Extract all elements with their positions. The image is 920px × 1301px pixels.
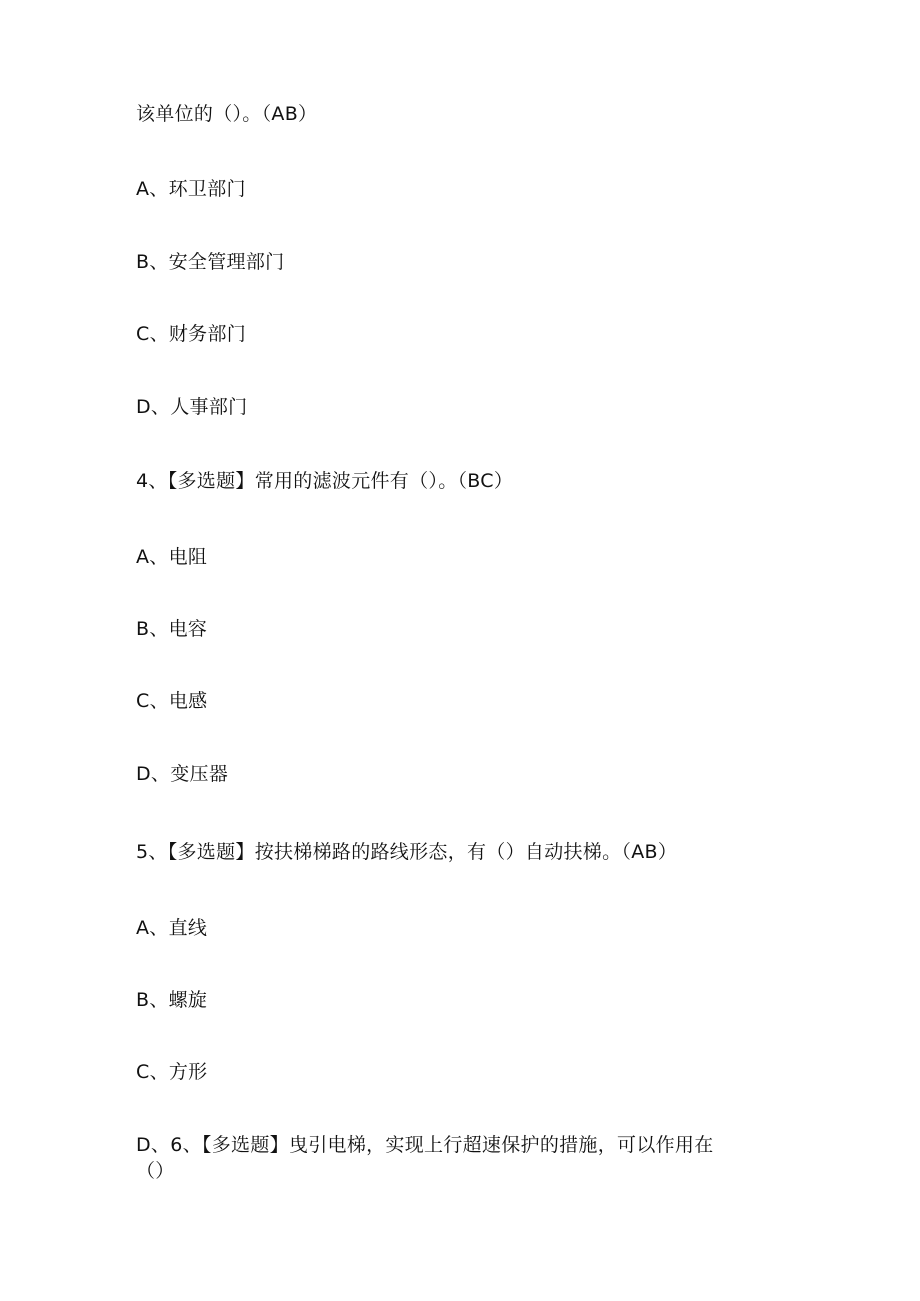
question-4-option-d: D、变压器 xyxy=(136,763,229,785)
question-3-option-a: A、环卫部门 xyxy=(136,178,246,200)
question-5-option-c: C、方形 xyxy=(136,1061,208,1083)
question-4-option-a: A、电阻 xyxy=(136,546,208,568)
question-5-stem: 5、【多选题】按扶梯梯路的路线形态，有（）自动扶梯。（AB） xyxy=(136,841,678,863)
question-6-stem-continuation: （） xyxy=(136,1160,175,1182)
question-5-option-d-and-question-6-stem: D、6、【多选题】曳引电梯，实现上行超速保护的措施，可以作用在 xyxy=(136,1134,714,1156)
question-4-option-c: C、电感 xyxy=(136,690,208,712)
question-3-option-b: B、安全管理部门 xyxy=(136,251,285,273)
question-3-stem-continuation: 该单位的（）。（AB） xyxy=(136,103,318,125)
question-3-option-d: D、人事部门 xyxy=(136,396,248,418)
question-3-option-c: C、财务部门 xyxy=(136,323,247,345)
question-5-option-a: A、直线 xyxy=(136,917,208,939)
question-5-option-b: B、螺旋 xyxy=(136,989,208,1011)
question-4-stem: 4、【多选题】常用的滤波元件有（）。（BC） xyxy=(136,470,514,492)
question-4-option-b: B、电容 xyxy=(136,618,208,640)
